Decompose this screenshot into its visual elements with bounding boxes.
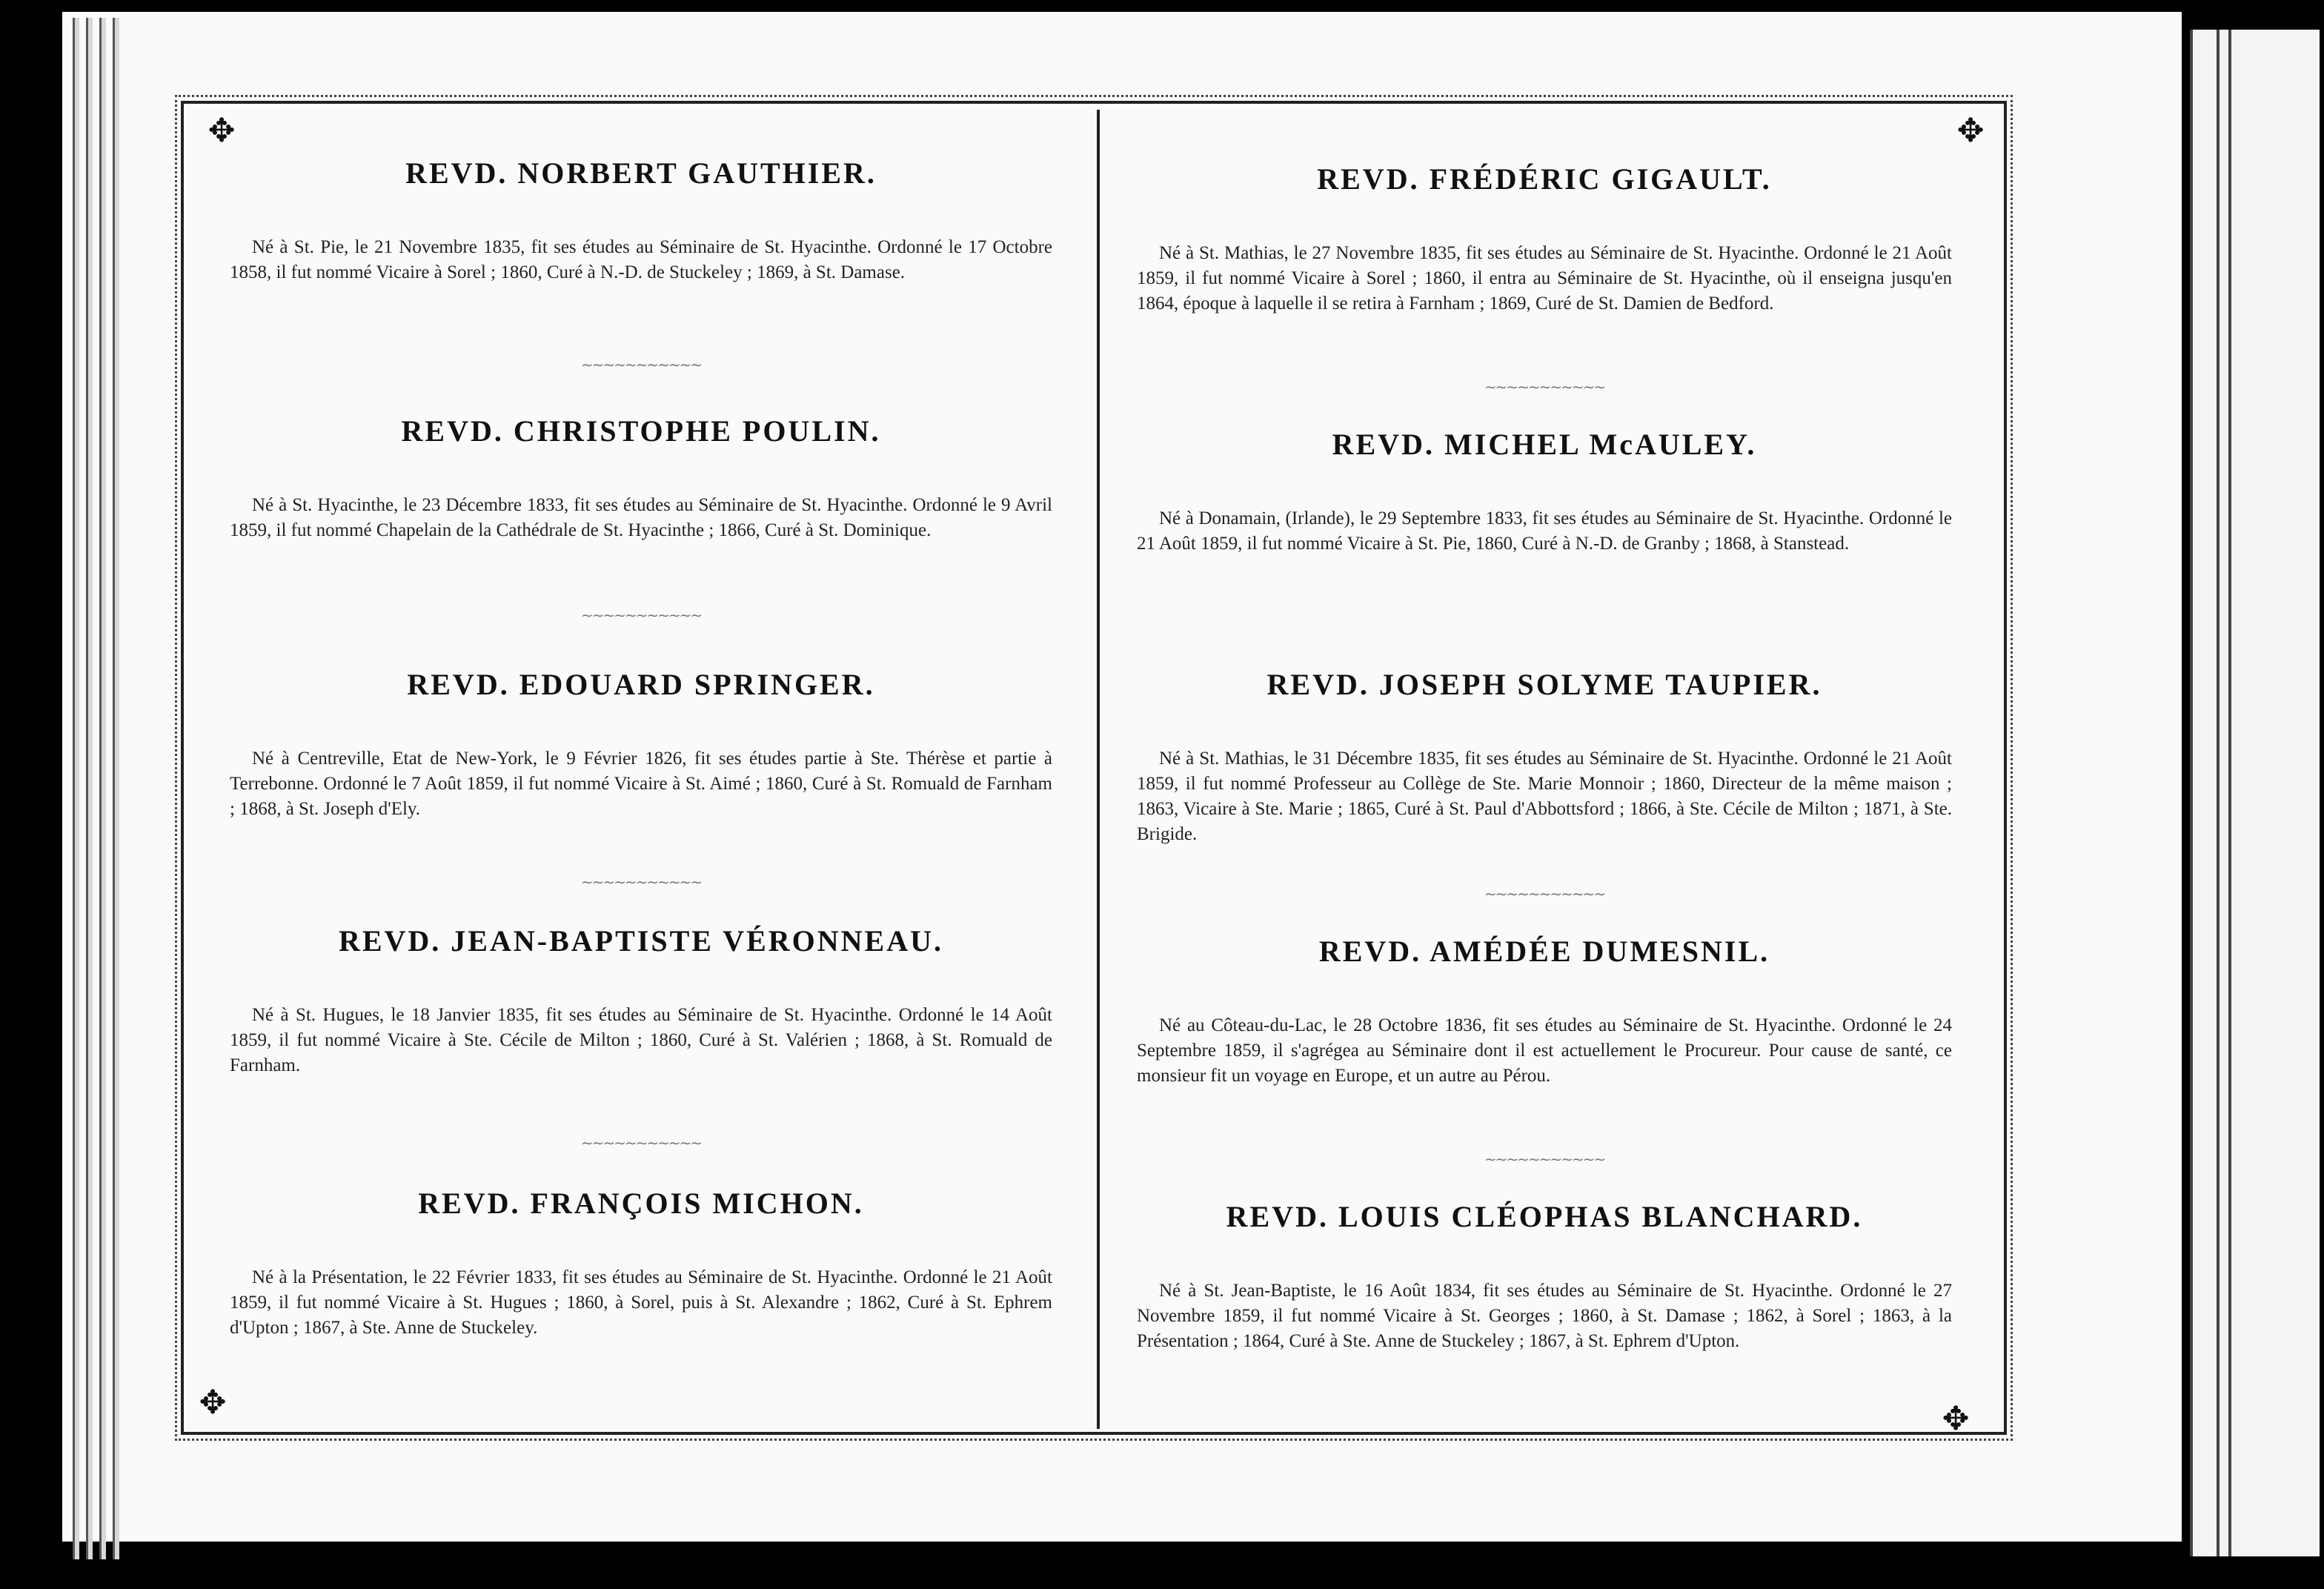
entry-bio: Né à St. Mathias, le 31 Décembre 1835, fit ses études au Séminaire de St. Hyacinthe. Ordonné le 21 Août 1859, il fut nommé Professeur au Collège de Ste. Marie Monnoir ; 1860, Directeur de la même maison ; 1863, Vicaire à Ste. Marie ; 1865, Curé à St. Paul d'Abbottsford ; 1866, à Ste. Cécile de Milton ; 1871, à Ste. Brigide. [1137, 749, 1952, 844]
entry-name: REVD. EDOUARD SPRINGER. [407, 668, 875, 701]
separator-ornament: ∼∼∼∼∼∼∼∼∼∼∼ [580, 873, 702, 891]
entry-bio: Né à St. Hyacinthe, le 23 Décembre 1833, fit ses études au Séminaire de St. Hyacinthe. Ordonné le 9 Avril 1859, il fut nommé Chapelain de la Cathédrale de St. Hyacinthe ; 1866, Curé à St. Dominique. [230, 495, 1052, 540]
adjacent-page-strip [2190, 30, 2320, 1556]
entry-bio: Né à St. Jean-Baptiste, le 16 Août 1834, fit ses études au Séminaire de St. Hyacinthe. Ordonné le 27 Novembre 1859, il fut nommé Vicaire à St. Georges ; 1860, à St. Damase ; 1862, à Sorel ; 1863, à la Présentation ; 1864, Curé à Ste. Anne de Stuckeley ; 1867, à St. Ephrem d'Upton. [1137, 1281, 1952, 1351]
entry-name: REVD. JOSEPH SOLYME TAUPIER. [1266, 668, 1822, 701]
biography-entry [1137, 934, 1952, 1089]
biography-entry [1137, 427, 1952, 557]
biography-entry [230, 156, 1052, 285]
biography-entry [1137, 667, 1952, 847]
entry-bio: Né à St. Pie, le 21 Novembre 1835, fit ses études au Séminaire de St. Hyacinthe. Ordonné le 17 Octobre 1858, il fut nommé Vicaire à Sorel ; 1860, Curé à N.-D. de Stuckeley ; 1869, à St. Damase. [230, 237, 1052, 282]
corner-ornament-icon: ✥ [1956, 112, 1985, 150]
biography-entry [230, 414, 1052, 543]
column-divider [1097, 110, 1100, 1429]
entry-name: REVD. LOUIS CLÉOPHAS BLANCHARD. [1226, 1200, 1863, 1233]
page-edge [86, 18, 93, 1559]
entry-name: REVD. FRÉDÉRIC GIGAULT. [1317, 162, 1772, 196]
biography-entry [1137, 1199, 1952, 1354]
entry-bio: Né à la Présentation, le 22 Février 1833, fit ses études au Séminaire de St. Hyacinthe. Ordonné le 21 Août 1859, il fut nommé Vicaire à St. Hugues ; 1860, à Sorel, puis à St. Alexandre ; 1862, Curé à St. Ephrem d'Upton ; 1867, à Ste. Anne de Stuckeley. [230, 1267, 1052, 1338]
separator-ornament: ∼∼∼∼∼∼∼∼∼∼∼ [1484, 1150, 1605, 1168]
entry-bio: Né à Donamain, (Irlande), le 29 Septembre 1833, fit ses études au Séminaire de St. Hyacinthe. Ordonné le 21 Août 1859, il fut nommé Vicaire à St. Pie, 1860, Curé à N.-D. de Granby ; 1868, à Stanstead. [1137, 508, 1952, 554]
page-edge [113, 18, 119, 1559]
separator-ornament: ∼∼∼∼∼∼∼∼∼∼∼ [580, 1134, 702, 1152]
entry-bio: Né à St. Hugues, le 18 Janvier 1835, fit ses études au Séminaire de St. Hyacinthe. Ordonné le 14 Août 1859, il fut nommé Vicaire à Ste. Cécile de Milton ; 1860, Curé à St. Valérien ; 1868, à St. Romuald de Farnham. [230, 1005, 1052, 1075]
entry-bio: Né à Centreville, Etat de New-York, le 9 Février 1826, fit ses études partie à Ste. Thérèse et partie à Terrebonne. Ordonné le 7 Août 1859, il fut nommé Vicaire à St. Aimé ; 1860, Curé à St. Romuald de Farnham ; 1868, à St. Joseph d'Ely. [230, 749, 1052, 819]
page-edge [99, 18, 106, 1559]
biography-entry [230, 667, 1052, 822]
entry-bio: Né au Côteau-du-Lac, le 28 Octobre 1836, fit ses études au Séminaire de St. Hyacinthe. Ordonné le 24 Septembre 1859, il s'agrégea au Séminaire dont il est actuellement le Procureur. Pour cause de santé, ce monsieur fit un voyage en Europe, et un autre au Pérou. [1137, 1015, 1952, 1086]
entry-name: REVD. NORBERT GAUTHIER. [405, 156, 877, 190]
entry-name: REVD. FRANÇOIS MICHON. [418, 1187, 864, 1220]
separator-ornament: ∼∼∼∼∼∼∼∼∼∼∼ [1484, 378, 1605, 396]
corner-ornament-icon: ✥ [199, 1384, 227, 1422]
entry-name: REVD. CHRISTOPHE POULIN. [401, 414, 881, 448]
corner-ornament-icon: ✥ [208, 112, 236, 150]
biography-entry [1137, 162, 1952, 316]
entry-name: REVD. AMÉDÉE DUMESNIL. [1318, 935, 1770, 968]
corner-ornament-icon: ✥ [1942, 1400, 1970, 1438]
biography-entry [230, 923, 1052, 1078]
entry-name: REVD. JEAN-BAPTISTE VÉRONNEAU. [338, 924, 944, 958]
entry-name: REVD. MICHEL McAULEY. [1332, 428, 1757, 461]
page-edge [73, 18, 79, 1559]
separator-ornament: ∼∼∼∼∼∼∼∼∼∼∼ [580, 356, 702, 374]
separator-ornament: ∼∼∼∼∼∼∼∼∼∼∼ [1484, 885, 1605, 903]
separator-ornament: ∼∼∼∼∼∼∼∼∼∼∼ [580, 606, 702, 624]
entry-bio: Né à St. Mathias, le 27 Novembre 1835, fit ses études au Séminaire de St. Hyacinthe. Ordonné le 21 Août 1859, il fut nommé Vicaire à Sorel ; 1860, il entra au Séminaire de St. Hyacinthe, où il enseigna jusqu'en 1864, époque à laquelle il se retira à Farnham ; 1869, Curé de St. Damien de Bedford. [1137, 243, 1952, 314]
biography-entry [230, 1186, 1052, 1341]
